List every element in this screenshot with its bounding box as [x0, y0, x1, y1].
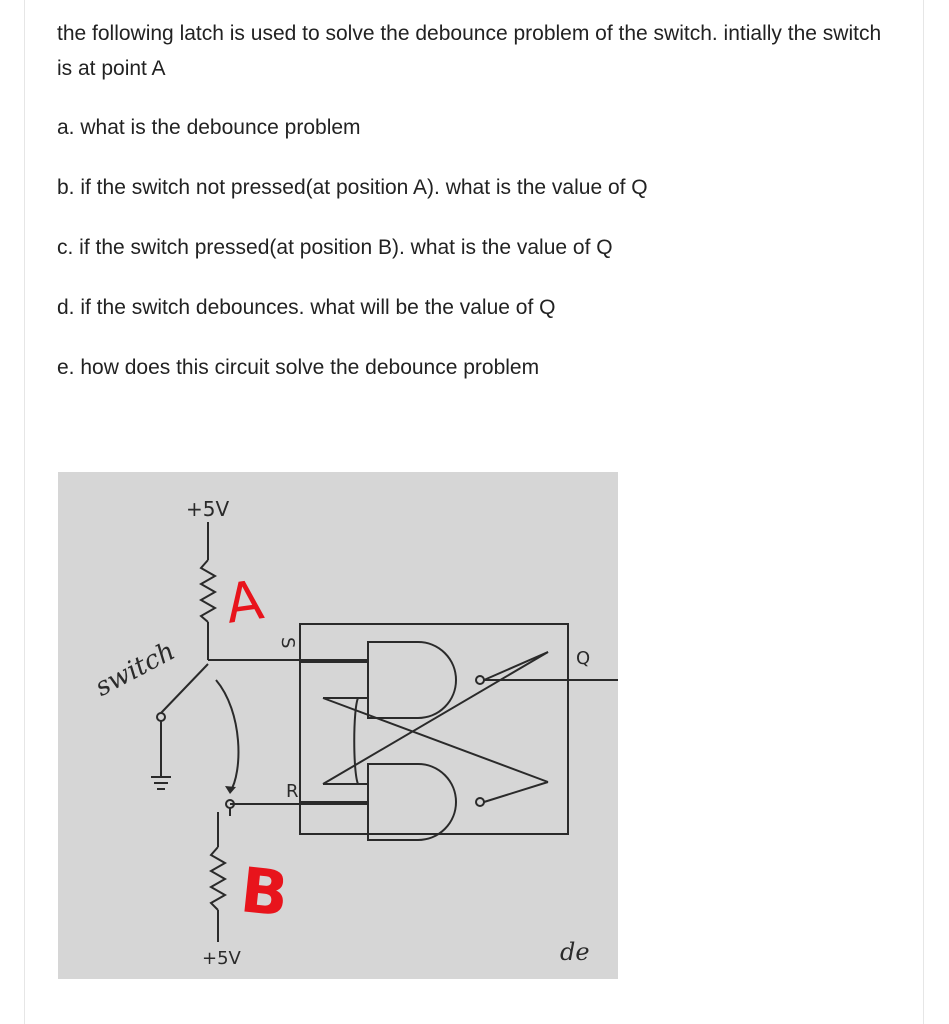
watermark-signature: de: [560, 938, 590, 966]
question-a: a. what is the debounce problem: [57, 116, 361, 139]
question-content: [57, 16, 897, 379]
question-c: c. if the switch pressed(at position B). what is the value of Q: [57, 236, 613, 259]
question-b: b. if the switch not pressed(at position A). what is the value of Q: [57, 176, 648, 199]
vcc-top-label: +5V: [186, 497, 230, 521]
point-b-label: B: [237, 853, 292, 931]
switch-handwritten-label: switch: [90, 636, 181, 703]
question-intro: the following latch is used to solve the debounce problem of the switch. intially the switch is at point A: [57, 22, 882, 80]
latch-circuit-image: [58, 472, 618, 979]
s-input-label: S: [277, 637, 298, 649]
question-d: d. if the switch debounces. what will be the value of Q: [57, 296, 556, 319]
question-e: e. how does this circuit solve the debounce problem: [57, 356, 540, 379]
question-card: [24, 0, 924, 1024]
r-input-label: R: [286, 781, 299, 802]
switch-arrowhead: [225, 786, 236, 794]
q-output-label: Q: [576, 648, 591, 669]
vcc-bottom-label: +5V: [202, 948, 241, 969]
latch-circuit-diagram: [58, 472, 618, 979]
point-a-label: A: [221, 568, 268, 636]
